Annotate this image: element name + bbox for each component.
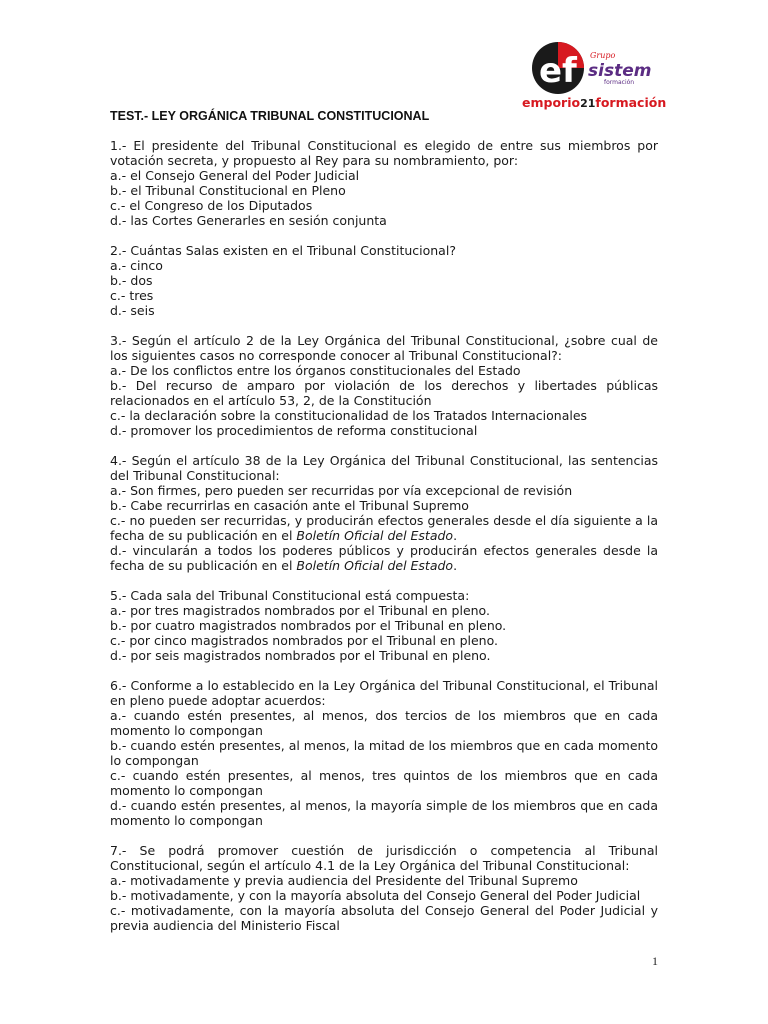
logo-group-sub: formación — [604, 79, 635, 86]
document-title: TEST.- LEY ORGÁNICA TRIBUNAL CONSTITUCIONAL — [110, 109, 430, 123]
question-2 — [110, 243, 658, 318]
answer-option: a.- el Consejo General del Poder Judicial — [110, 168, 360, 183]
answer-option: b.- Del recurso de amparo por violación de los derechos y libertades públicas relacionados en el artículo 53, 2, de la Constitución — [110, 378, 658, 408]
question-text: 6.- Conforme a lo establecido en la Ley Orgánica del Tribunal Constitucional, el Tribunal en pleno puede adoptar acuerdos: — [110, 678, 658, 708]
answer-option: c.- la declaración sobre la constitucionalidad de los Tratados Internacionales — [110, 408, 588, 423]
answer-option: a.- motivadamente y previa audiencia del Presidente del Tribunal Supremo — [110, 873, 578, 888]
logo-brand-left: emporio — [522, 95, 581, 110]
answer-option: a.- cinco — [110, 258, 163, 273]
answer-option: d.- cuando estén presentes, al menos, la mayoría simple de los miembros que en cada momento lo compongan — [110, 798, 658, 828]
logo-brand-mid: 21 — [580, 97, 596, 110]
company-logo — [520, 40, 670, 112]
answer-option: d.- vincularán a todos los poderes públicos y producirán efectos generales desde la fecha de su publicación en el Boletín Oficial del Estado. — [110, 543, 658, 573]
question-text: 7.- Se podrá promover cuestión de jurisdicción o competencia al Tribunal Constitucional, según el artículo 4.1 de la Ley Orgánica del Tribunal Constitucional: — [110, 843, 658, 873]
logo-group-name: sistem — [588, 61, 652, 81]
answer-option: c.- cuando estén presentes, al menos, tres quintos de los miembros que en cada momento lo compongan — [110, 768, 658, 798]
logo-brand-right: formación — [595, 95, 667, 110]
answer-option: c.- no pueden ser recurridas, y producirán efectos generales desde el día siguiente a la fecha de su publicación en el Boletín Oficial del Estado. — [110, 513, 658, 543]
question-4 — [110, 453, 658, 573]
answer-option: d.- por seis magistrados nombrados por el Tribunal en pleno. — [110, 648, 491, 663]
question-3 — [110, 333, 658, 438]
question-6 — [110, 678, 658, 828]
question-text: 4.- Según el artículo 38 de la Ley Orgánica del Tribunal Constitucional, las sentencias del Tribunal Constitucional: — [110, 453, 658, 483]
question-text: 5.- Cada sala del Tribunal Constitucional está compuesta: — [110, 588, 470, 603]
answer-option: d.- promover los procedimientos de reforma constitucional — [110, 423, 478, 438]
answer-option: b.- dos — [110, 273, 153, 288]
answer-option: c.- motivadamente, con la mayoría absoluta del Consejo General del Poder Judicial y previa audiencia del Ministerio Fiscal — [110, 903, 658, 933]
answer-option: b.- por cuatro magistrados nombrados por el Tribunal en pleno. — [110, 618, 507, 633]
logo-group-word: Grupo — [590, 51, 616, 60]
answer-option: d.- seis — [110, 303, 155, 318]
answer-option: c.- tres — [110, 288, 154, 303]
answer-option: b.- el Tribunal Constitucional en Pleno — [110, 183, 346, 198]
question-5 — [110, 588, 658, 663]
question-7 — [110, 843, 658, 933]
question-text: 3.- Según el artículo 2 de la Ley Orgánica del Tribunal Constitucional, ¿sobre cual de los siguientes casos no corresponde conocer al Tribunal Constitucional?: — [110, 333, 658, 363]
svg-text:emporio21formación — [522, 95, 666, 110]
answer-option: d.- las Cortes Generarles en sesión conjunta — [110, 213, 387, 228]
answer-option: a.- cuando estén presentes, al menos, dos tercios de los miembros que en cada momento lo compongan — [110, 708, 658, 738]
answer-option: b.- Cabe recurrirlas en casación ante el Tribunal Supremo — [110, 498, 469, 513]
question-text: 1.- El presidente del Tribunal Constitucional es elegido de entre sus miembros por votación secreta, y propuesto al Rey para su nombramiento, por: — [110, 138, 658, 168]
logo-mark: ef — [539, 51, 577, 91]
question-text: 2.- Cuántas Salas existen en el Tribunal Constitucional? — [110, 243, 456, 258]
answer-option: a.- Son firmes, pero pueden ser recurridas por vía excepcional de revisión — [110, 483, 573, 498]
answer-option: c.- el Congreso de los Diputados — [110, 198, 313, 213]
questions-list — [110, 138, 658, 948]
page-number: 1 — [652, 954, 658, 968]
answer-option: c.- por cinco magistrados nombrados por el Tribunal en pleno. — [110, 633, 498, 648]
question-1 — [110, 138, 658, 228]
answer-option: b.- motivadamente, y con la mayoría absoluta del Consejo General del Poder Judicial — [110, 888, 641, 903]
answer-option: a.- por tres magistrados nombrados por el Tribunal en pleno. — [110, 603, 490, 618]
answer-option: a.- De los conflictos entre los órganos constitucionales del Estado — [110, 363, 521, 378]
answer-option: b.- cuando estén presentes, al menos, la mitad de los miembros que en cada momento lo compongan — [110, 738, 658, 768]
